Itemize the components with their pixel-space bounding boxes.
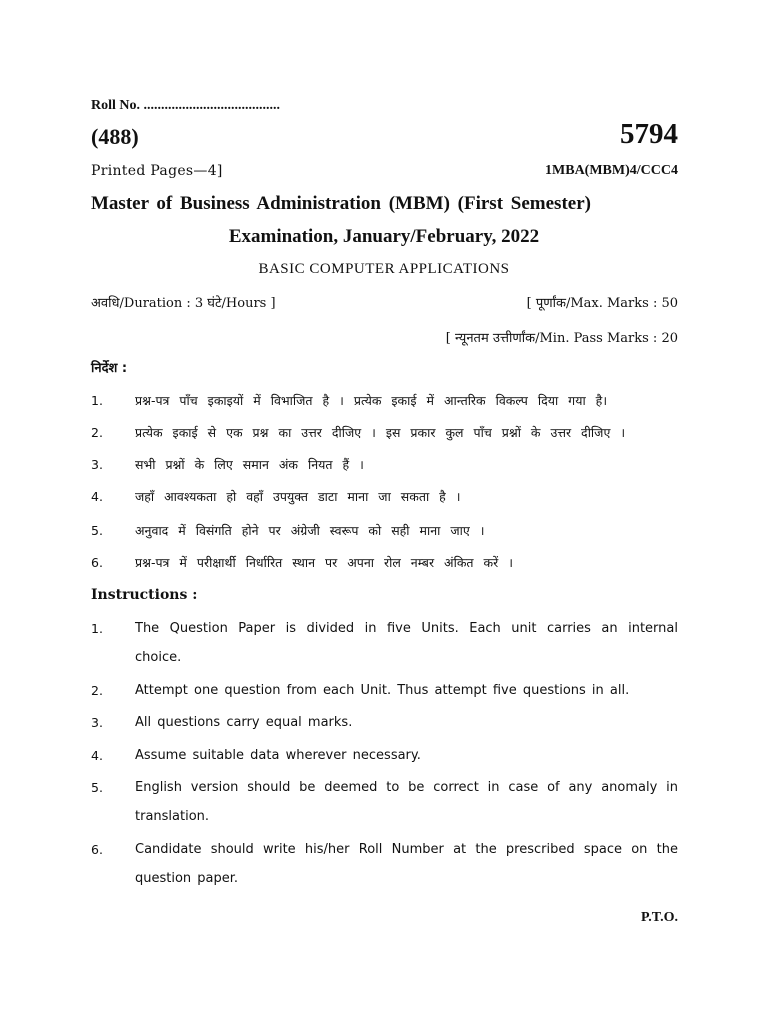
item-text: Attempt one question from each Unit. Thus attempt five questions in all. (135, 683, 630, 698)
item-number: 6. (91, 555, 103, 570)
please-turn-over: P.T.O. (641, 910, 678, 925)
item-number: 1. (91, 393, 103, 408)
item-text: Assume suitable data wherever necessary. (135, 748, 421, 763)
item-text: प्रत्येक इकाई से एक प्रश्न का उत्तर दीजिए । इस प्रकार कुल पाँच प्रश्नों के उत्तर दीजिए । (135, 425, 626, 440)
item-text: प्रश्न-पत्र पाँच इकाइयों में विभाजित है । प्रत्येक इकाई में आन्तरिक विकल्प दिया गया है। (135, 393, 608, 408)
max-marks: [ पूर्णांक/Max. Marks : 50 (526, 296, 678, 311)
item-number: 5. (91, 780, 103, 795)
item-text: Candidate should write his/her Roll Number at the prescribed space on the question paper. (135, 842, 678, 886)
item-number: 1. (91, 621, 103, 636)
item-text: All questions carry equal marks. (135, 715, 353, 730)
printed-pages: Printed Pages—4] (91, 163, 223, 179)
exam-session: Examination, January/February, 2022 (228, 226, 540, 247)
exam-code: (488) (91, 124, 139, 149)
item-text: प्रश्न-पत्र में परीक्षार्थी निर्धारित स्थान पर अपना रोल नम्बर अंकित करें । (135, 555, 513, 570)
item-number: 6. (91, 842, 103, 857)
item-text: अनुवाद में विसंगति होने पर अंग्रेजी स्वरूप को सही माना जाए । (135, 523, 485, 538)
item-number: 2. (91, 683, 103, 698)
exam-title: Master of Business Administration (MBM) (First Semester) (91, 193, 591, 214)
item-number: 3. (91, 457, 103, 472)
subject-name: BASIC COMPUTER APPLICATIONS (258, 261, 510, 277)
item-number: 4. (91, 489, 103, 504)
item-text: English version should be deemed to be correct in case of any anomaly in translation. (135, 780, 678, 824)
hindi-instructions-heading: निर्देश : (91, 361, 128, 376)
min-pass-marks: [ न्यूनतम उत्तीर्णांक/Min. Pass Marks : 20 (445, 331, 678, 346)
item-number: 5. (91, 523, 103, 538)
roll-number-line: Roll No. ....................................... (91, 98, 280, 113)
subject-code: 1MBA(MBM)4/CCC4 (545, 163, 678, 178)
item-number: 4. (91, 748, 103, 763)
item-text: सभी प्रश्नों के लिए समान अंक नियत हैं । (135, 457, 364, 472)
item-number: 3. (91, 715, 103, 730)
duration: अवधि/Duration : 3 घंटे/Hours ] (91, 296, 276, 311)
item-text: The Question Paper is divided in five Units. Each unit carries an internal choice. (135, 621, 678, 665)
paper-number: 5794 (620, 118, 678, 150)
item-number: 2. (91, 425, 103, 440)
item-text: जहाँ आवश्यकता हो वहाँ उपयुक्त डाटा माना जा सकता है । (135, 489, 461, 504)
english-instructions-heading: Instructions : (91, 587, 198, 603)
